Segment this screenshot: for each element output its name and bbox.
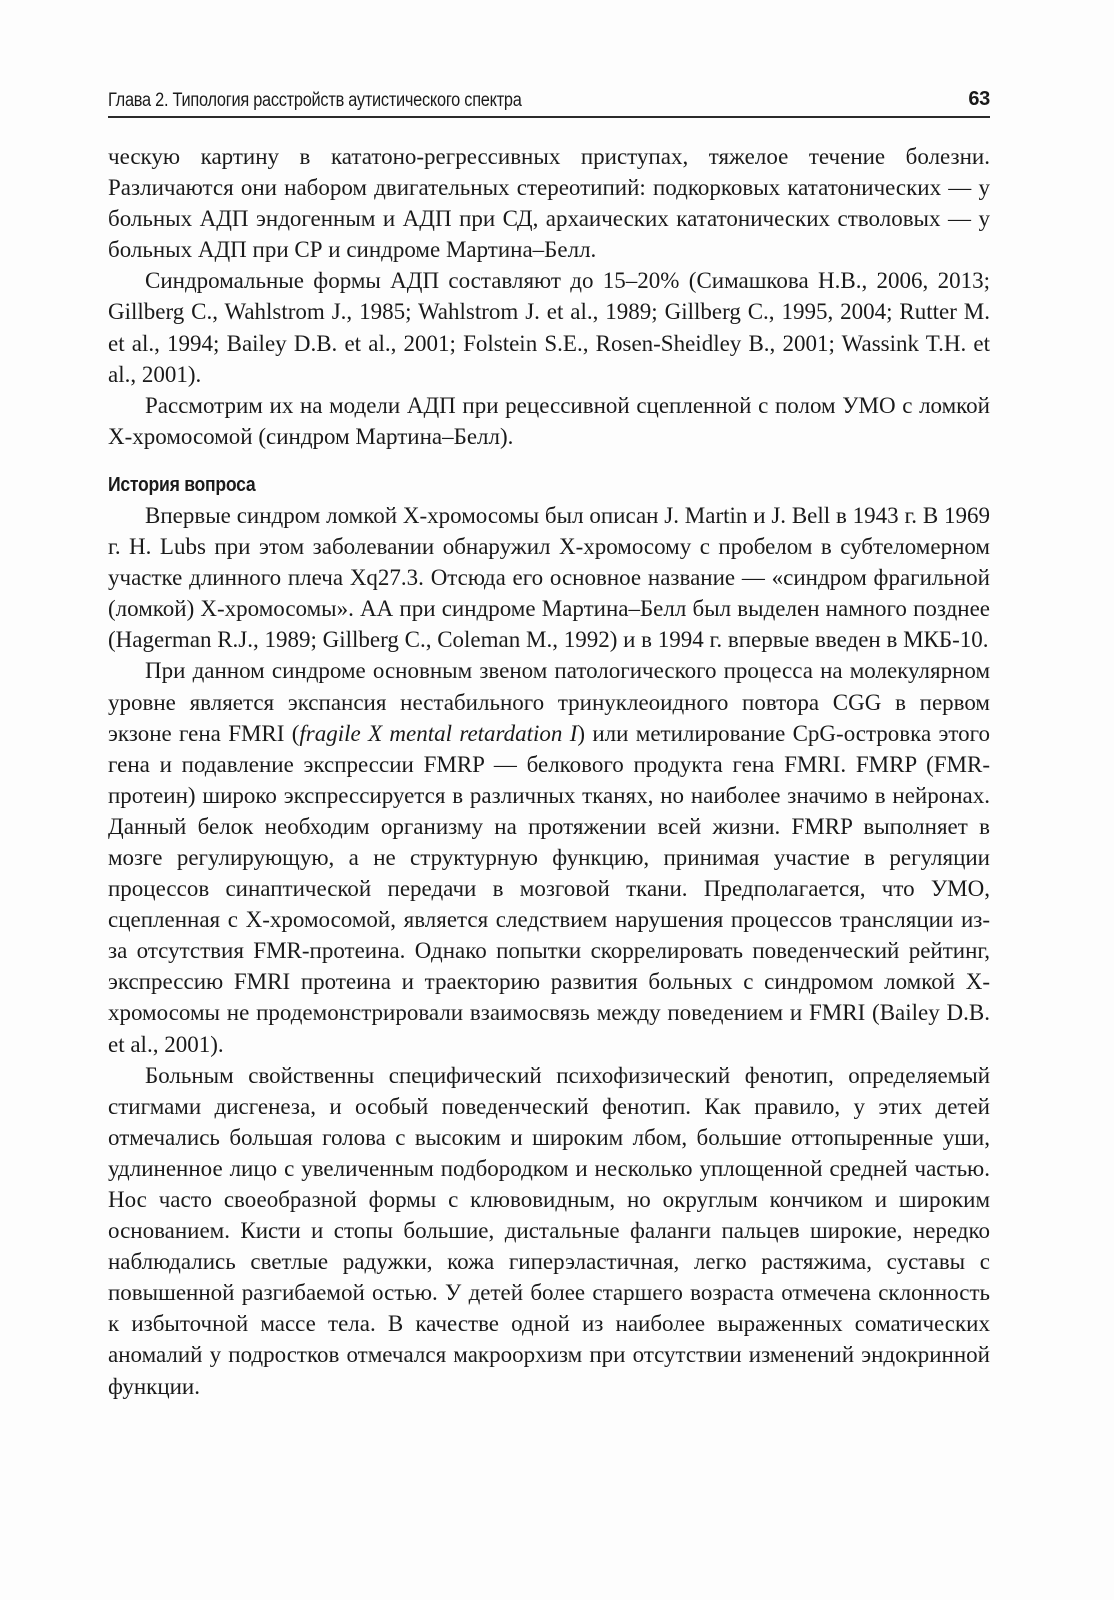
page-number: 63 xyxy=(968,88,990,110)
paragraph-model: Рассмотрим их на модели АДП при рецессивной сцепленной с полом УМО с ломкой Х-хромосомой (синдром Мартина–Белл). xyxy=(108,392,990,449)
body-text xyxy=(108,141,990,1402)
gene-name-italic: fragile X mental retardation I xyxy=(299,720,578,746)
paragraph-molecular xyxy=(108,655,990,1059)
paragraph-molecular-part-2: ) или метилирование CpG-островка этого гена и подавление экспрессии FMRP — белкового продукта гена FMRI. FMRP (FMR-протеин) широко экспрессируется в различных тканях, но наиболее значимо в нейронах. Данный белок необходим организму на протяжении всей жизни. FMRP выполняет в мозге регулирующую, а не структурную функцию, принимая участие в регуляции процессов синаптической передачи в мозговой ткани. Предполагается, что УМО, сцепленная с Х-хромосомой, является следствием нарушения процессов трансляции из-за отсутствия FMR-протеина. Однако попытки скоррелировать поведенческий рейтинг, экспрессию FMRI протеина и траекторию развития больных с синдромом ломкой Х-хромосомы не продемонстрировали взаимосвязь между поведением и FMRI (Bailey D.B. et al., 2001). xyxy=(108,720,990,1057)
paragraph-molecular-part-1: При данном синдроме основным звеном патологического процесса на молекулярном уровне является экспансия нестабильного тринуклеоидного повтора CGG в первом экзоне гена FMRI ( xyxy=(108,658,990,746)
section-heading: История вопроса xyxy=(108,473,256,496)
paragraph-phenotype: Больным свойственны специфический психофизический фенотип, определяемый стигмами дисгенеза, и особый поведенческий фенотип. Как правило, у этих детей отмечались большая голова с высоким и широким лбом, большие оттопыренные уши, удлиненное лицо с увеличенным подбородком и несколько уплощенной средней частью. Нос часто своеобразной формы с клювовидным, но округлым кончиком и широким основанием. Кисти и стопы большие, дистальные фаланги пальцев широкие, нередко наблюдались светлые радужки, кожа гиперэластичная, легко растяжима, суставы с повышенной разгибаемой остью. У детей более старшего возраста отмечена склонность к избыточной массе тела. В качестве одной из наиболее выраженных соматических аномалий у подростков отмечался макроорхизм при отсутствии изменений эндокринной функции. xyxy=(108,1062,990,1399)
paragraph-syndromal-forms: Синдромальные формы АДП составляют до 15–20% (Симашкова Н.В., 2006, 2013; Gillberg C., Wahlstrom J., 1985; Wahlstrom J. et al., 1989; Gillberg C., 1995, 2004; Rutter M. et al., 1994; Bailey D.B. et al., 2001; Folstein S.E., Rosen-Sheidley B., 2001; Wassink T.H. et al., 2001). xyxy=(108,268,990,387)
chapter-title: Глава 2. Типология расстройств аутистического спектра xyxy=(108,90,522,111)
paragraph-continued: ческую картину в кататоно-регрессивных приступах, тяжелое течение болезни. Различаются они набором двигательных стереотипий: подкорковых кататонических — у больных АДП эндогенным и АДП при СД, архаических кататонических стволовых — у больных АДП при СР и синдроме Мартина–Белл. xyxy=(108,144,990,263)
running-header xyxy=(108,86,990,118)
paragraph-history: Впервые синдром ломкой Х-хромосомы был описан J. Martin и J. Bell в 1943 г. В 1969 г. H. Lubs при этом заболевании обнаружил Х-хромосому с пробелом в субтеломерном участке длинного плеча Xq27.3. Отсюда его основное название — «синдром фрагильной (ломкой) Х-хромосомы». АА при синдроме Мартина–Белл был выделен намного позднее (Hagerman R.J., 1989; Gillberg C., Coleman M., 1992) и в 1994 г. впервые введен в МКБ-10. xyxy=(108,502,990,653)
